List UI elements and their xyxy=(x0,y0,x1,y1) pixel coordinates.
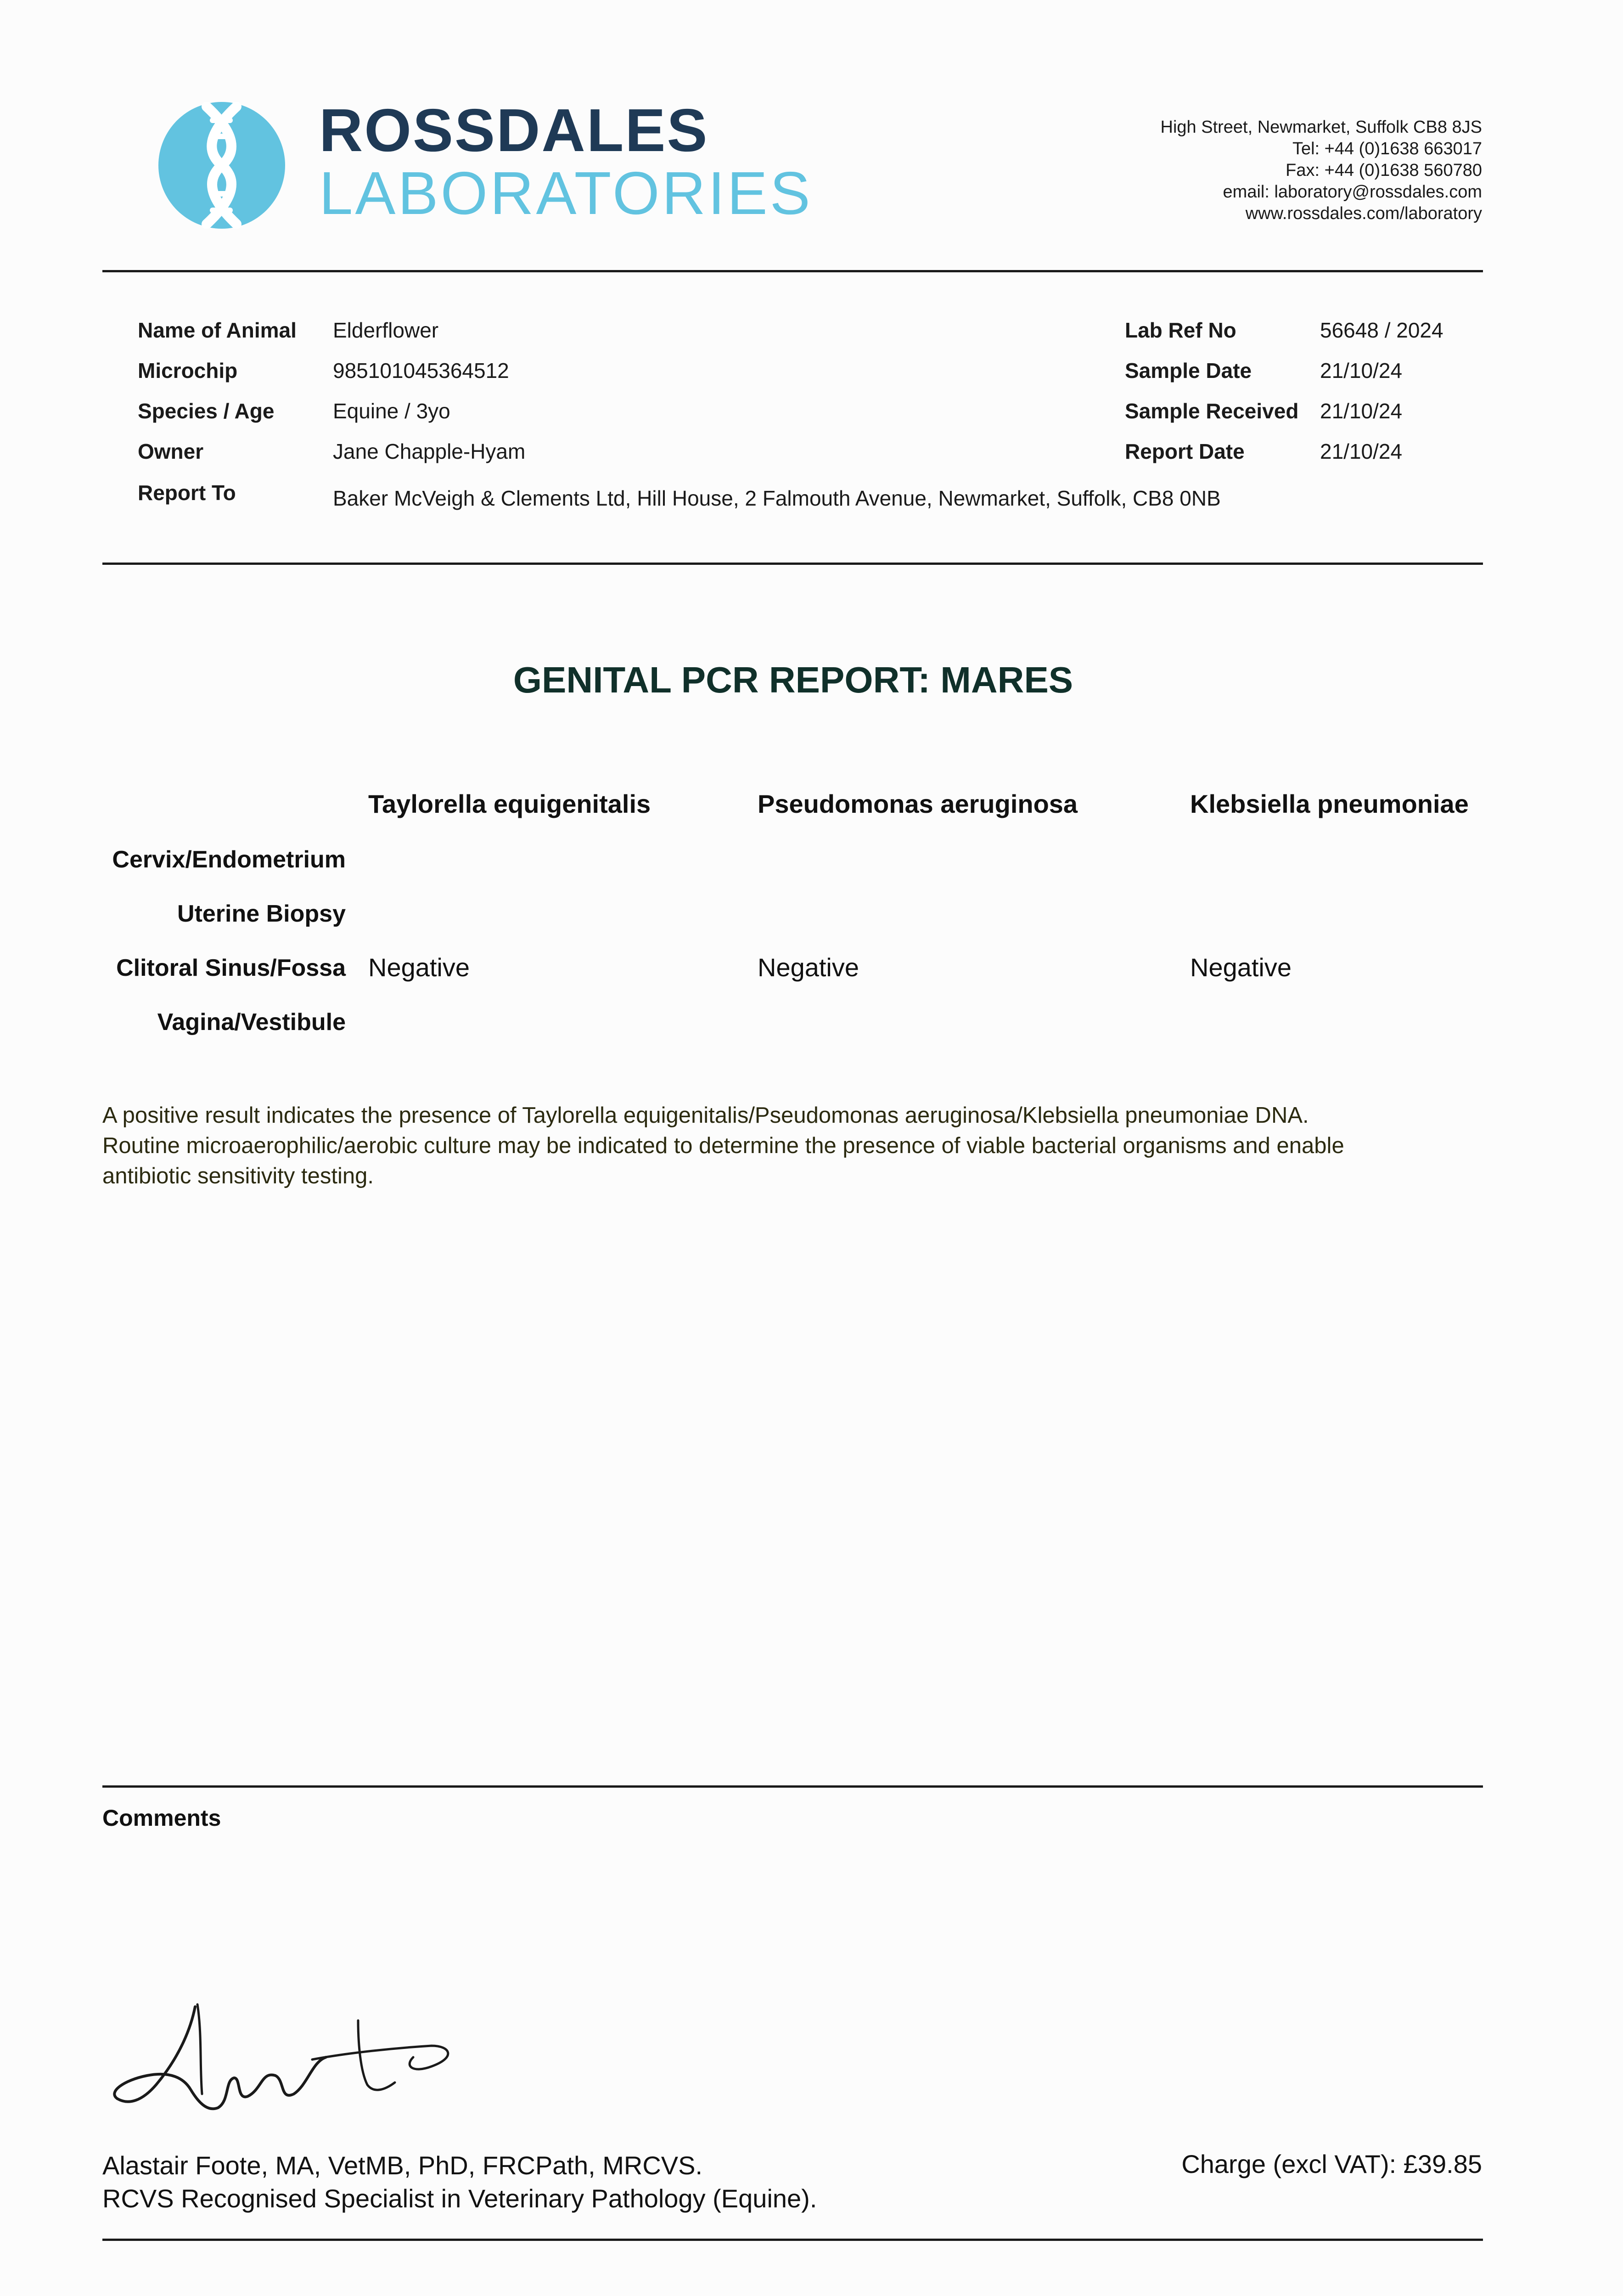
sample-date-label: Sample Date xyxy=(1125,359,1252,383)
comments-label: Comments xyxy=(102,1805,221,1831)
signer-block xyxy=(102,2149,817,2215)
report-to-value: Baker McVeigh & Clements Ltd, Hill House, 2 Falmouth Avenue, Newmarket, Suffolk, CB8 0NB xyxy=(333,486,1221,510)
report-date-label: Report Date xyxy=(1125,439,1245,463)
result-note xyxy=(102,1100,1484,1191)
result-cell: Negative xyxy=(758,953,859,982)
divider xyxy=(102,270,1483,272)
row-label: Vagina/Vestibule xyxy=(157,1009,346,1035)
charge-amount: Charge (excl VAT): £39.85 xyxy=(1181,2150,1482,2178)
row-label: Uterine Biopsy xyxy=(177,900,346,927)
brand-name: ROSSDALES xyxy=(319,96,709,164)
brand-subtitle: LABORATORIES xyxy=(319,159,813,227)
divider xyxy=(102,563,1483,565)
address-email[interactable]: email: laboratory@rossdales.com xyxy=(1223,182,1482,202)
address-fax: Fax: +44 (0)1638 560780 xyxy=(1286,161,1482,180)
lab-ref-label: Lab Ref No xyxy=(1125,318,1236,342)
signature xyxy=(110,2002,464,2122)
dna-helix-icon xyxy=(158,102,285,229)
sample-date-value: 21/10/24 xyxy=(1320,359,1403,383)
microchip-label: Microchip xyxy=(138,359,238,383)
note-line: antibiotic sensitivity testing. xyxy=(102,1164,374,1188)
sample-received-label: Sample Received xyxy=(1125,399,1299,423)
lab-address xyxy=(1161,117,1482,225)
owner-label: Owner xyxy=(138,439,204,463)
address-street: High Street, Newmarket, Suffolk CB8 8JS xyxy=(1160,118,1482,137)
address-web[interactable]: www.rossdales.com/laboratory xyxy=(1245,204,1482,223)
result-cell: Negative xyxy=(1190,953,1292,982)
sample-received-value: 21/10/24 xyxy=(1320,399,1403,423)
microchip-value: 985101045364512 xyxy=(333,359,509,383)
divider xyxy=(102,2239,1483,2241)
report-to-label: Report To xyxy=(138,481,236,505)
row-label: Clitoral Sinus/Fossa xyxy=(116,955,346,981)
animal-name-label: Name of Animal xyxy=(138,318,297,342)
result-cell: Negative xyxy=(368,953,470,982)
note-line: A positive result indicates the presence of Taylorella equigenitalis/Pseudomonas aeruginosa/Klebsiella pneumoniae DNA. xyxy=(102,1103,1309,1128)
lab-ref-value: 56648 / 2024 xyxy=(1320,318,1443,342)
owner-value: Jane Chapple-Hyam xyxy=(333,439,526,463)
signer-title: RCVS Recognised Specialist in Veterinary Pathology (Equine). xyxy=(102,2184,817,2213)
row-label: Cervix/Endometrium xyxy=(112,846,346,873)
column-header: Pseudomonas aeruginosa xyxy=(758,789,1078,818)
column-header: Taylorella equigenitalis xyxy=(368,789,651,818)
address-tel: Tel: +44 (0)1638 663017 xyxy=(1292,139,1482,158)
column-header: Klebsiella pneumoniae xyxy=(1190,789,1469,818)
report-title: GENITAL PCR REPORT: MARES xyxy=(513,659,1073,700)
species-age-value: Equine / 3yo xyxy=(333,399,450,423)
note-line: Routine microaerophilic/aerobic culture may be indicated to determine the presence of viable bacterial organisms and enable xyxy=(102,1133,1344,1158)
animal-name-value: Elderflower xyxy=(333,318,439,342)
divider xyxy=(102,1785,1483,1788)
report-date-value: 21/10/24 xyxy=(1320,439,1403,463)
signer-name: Alastair Foote, MA, VetMB, PhD, FRCPath, MRCVS. xyxy=(102,2151,703,2180)
species-age-label: Species / Age xyxy=(138,399,275,423)
